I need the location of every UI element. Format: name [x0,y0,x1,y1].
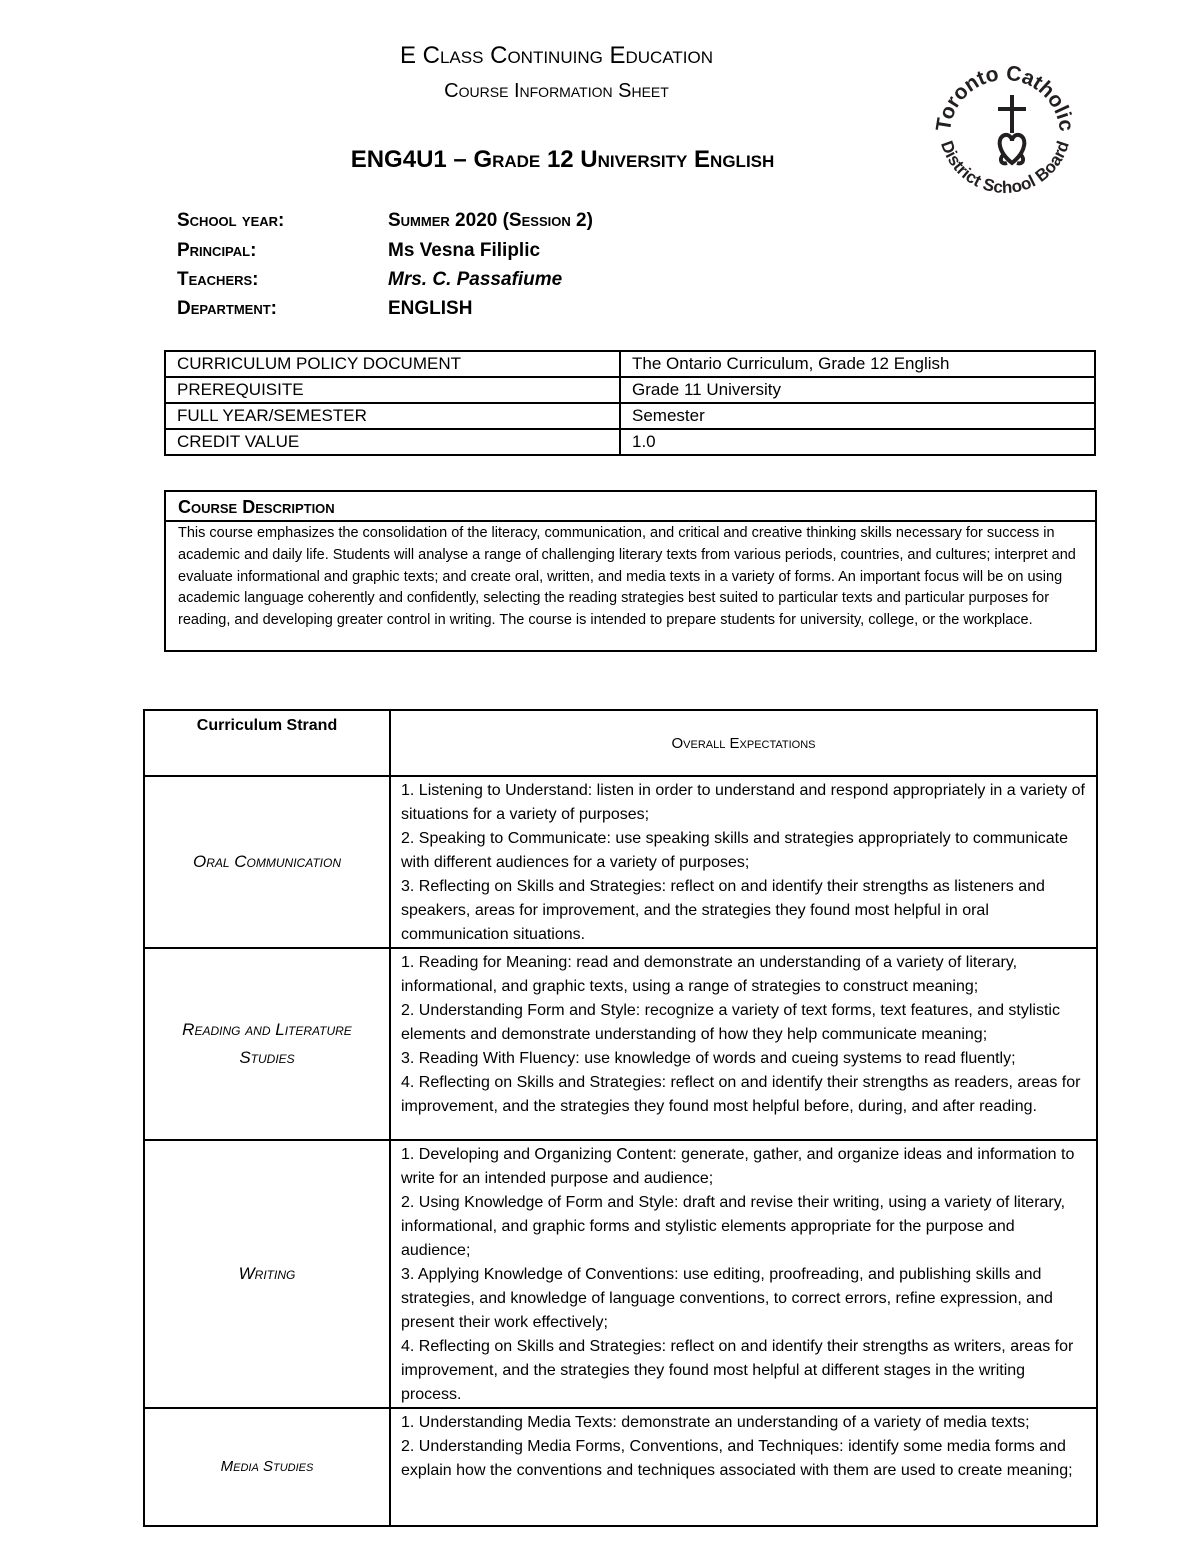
svg-text:District School Board [937,138,1073,197]
expectation-item: 1. Listening to Understand: listen in order to understand and respond appropriately in a variety of situations for a variety of purposes; [401,782,1085,823]
sheet-title: Course Information Sheet [444,80,669,102]
expectations-cell [390,776,1097,948]
table-row [165,403,1095,429]
logo-bottom-text: District School Board [937,138,1073,198]
course-description-box [164,490,1097,652]
strand-media-studies: Media Studies [144,1408,390,1526]
table-row [144,1408,1097,1526]
cross-heart-icon [998,95,1026,163]
teachers-value: Mrs. C. Passafiume [388,269,563,290]
expectation-item: 4. Reflecting on Skills and Strategies: reflect on and identify their strengths as writers, areas for improvement, and the strategies they found most helpful at different stages in the writing process. [401,1338,1074,1403]
department-value: ENGLISH [388,298,473,319]
table-row [165,377,1095,403]
table-row [144,1140,1097,1408]
teachers-label: Teachers: [177,269,259,290]
expectation-item: 1. Reading for Meaning: read and demonstrate an understanding of a variety of literary, informational, and graphic texts, using a range of strategies to construct meaning; [401,954,1018,995]
policy-key: PREREQUISITE [165,377,620,403]
logo-top-text: Toronto Catholic [932,61,1078,133]
table-header-row [144,710,1097,776]
expectation-item: 1. Developing and Organizing Content: generate, gather, and organize ideas and information to write for an intended purpose and audience; [401,1146,1075,1187]
principal-value: Ms Vesna Filiplic [388,240,541,261]
table-row [165,429,1095,455]
policy-value: Grade 11 University [620,377,1095,403]
principal-label: Principal: [177,240,257,261]
policy-key: CREDIT VALUE [165,429,620,455]
svg-text:Toronto Catholic [932,62,1078,133]
expectation-item: 4. Reflecting on Skills and Strategies: reflect on and identify their strengths as readers, areas for improvement, and the strategies they found most helpful before, during, and after reading. [401,1074,1081,1115]
strand-writing: Writing [144,1140,390,1408]
policy-table [164,350,1096,456]
expectation-item: 3. Reading With Fluency: use knowledge of words and cueing systems to read fluently; [401,1050,1016,1067]
expectation-item: 2. Speaking to Communicate: use speaking skills and strategies appropriately to communicate with different audiences for a variety of purposes; [401,830,1069,871]
expectation-item: 3. Reflecting on Skills and Strategies: reflect on and identify their strengths as listeners and speakers, areas for improvement, and the strategies they found most helpful in oral communication situations. [401,878,1045,943]
school-year-label: School year: [177,210,285,231]
expectation-item: 3. Applying Knowledge of Conventions: use editing, proofreading, and publishing skills and strategies, and knowledge of language conventions, to correct errors, refine expression, and present their work effectively; [401,1266,1053,1331]
strand-reading-literature: Reading and Literature Studies [144,948,390,1140]
school-board-logo [925,55,1085,215]
expectations-table [143,709,1098,1527]
policy-value: The Ontario Curriculum, Grade 12 English [620,351,1095,377]
course-title: ENG4U1 – Grade 12 University English [350,146,775,173]
policy-key: FULL YEAR/SEMESTER [165,403,620,429]
school-title: E Class Continuing Education [399,42,714,69]
expectation-item: 2. Understanding Media Forms, Conventions, and Techniques: identify some media forms and explain how the conventions and techniques associated with them are used to create meaning; [401,1438,1073,1479]
policy-value: 1.0 [620,429,1095,455]
expectations-cell [390,1140,1097,1408]
strand-column-header: Curriculum Strand [144,710,390,776]
expectation-item: 2. Using Knowledge of Form and Style: draft and revise their writing, using a variety of literary, informational, and graphic forms and stylistic elements appropriate for the purpose and audience; [401,1194,1066,1259]
expectations-column-header: Overall Expectations [390,710,1097,776]
course-description-text: This course emphasizes the consolidation of the literacy, communication, and critical and creative thinking skills necessary for success in academic and daily life. Students will analyse a range of challenging literary texts from various periods, countries, and cultures; interpret and evaluate informational and graphic texts; and create oral, written, and media texts in a variety of forms. An important focus will be on using academic language coherently and confidently, selecting the reading strategies best suited to particular texts and particular purposes for reading, and developing greater control in writing. The course is intended to prepare students for university, college, or the workplace. [178,525,1076,629]
table-row [144,948,1097,1140]
strand-oral-communication: Oral Communication [144,776,390,948]
department-label: Department: [177,298,277,319]
expectations-cell [390,948,1097,1140]
course-description-heading: Course Description [166,492,1095,522]
policy-key: CURRICULUM POLICY DOCUMENT [165,351,620,377]
policy-value: Semester [620,403,1095,429]
expectation-item: 2. Understanding Form and Style: recognize a variety of text forms, text features, and stylistic elements and demonstrate understanding of how they help communicate meaning; [401,1002,1060,1043]
table-row [144,776,1097,948]
expectation-item: 1. Understanding Media Texts: demonstrate an understanding of a variety of media texts; [401,1414,1030,1431]
school-year-value: Summer 2020 (Session 2) [388,210,593,231]
table-row [165,351,1095,377]
expectations-cell [390,1408,1097,1526]
